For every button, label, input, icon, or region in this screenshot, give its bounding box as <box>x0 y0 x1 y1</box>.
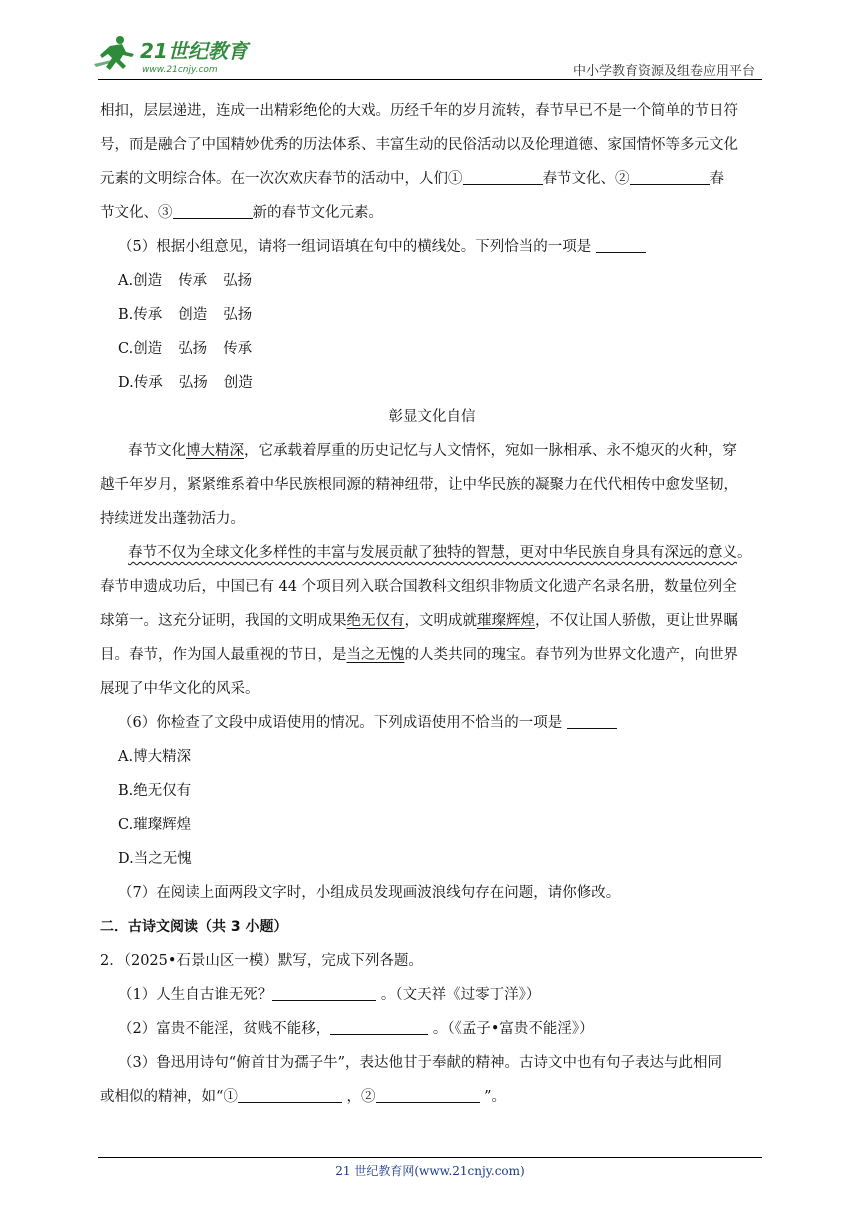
q6-option-a[interactable]: A.博大精深 <box>118 749 192 765</box>
q5-option-a[interactable]: A.创造 传承 弘扬 <box>118 273 253 289</box>
footer-divider <box>98 1157 762 1158</box>
passage1-line: 相扣，层层递进，连成一出精彩绝伦的大戏。历经千年的岁月流转，春节早已不是一个简单的节日符 <box>100 103 738 119</box>
passage2-paragraph2: 春节不仅为全球文化多样性的丰富与发展贡献了独特的智慧，更对中华民族自身具有深远的意义。 <box>128 545 752 561</box>
header-divider <box>98 79 762 80</box>
answer-blank-1[interactable] <box>463 169 543 185</box>
answer-blank-3[interactable] <box>173 203 253 219</box>
q2-sub2: （2）富贵不能淫，贫贱不能移， 。（《孟子•富贵不能淫》） <box>118 1021 594 1037</box>
passage1-line: 号，而是融合了中国精妙优秀的历法体系、丰富生动的民俗活动以及伦理道德、家国情怀等多元文化 <box>100 137 738 153</box>
q2-sub3-line2: 或相似的精神，如“① ，② ”。 <box>100 1089 507 1105</box>
platform-name: 中小学教育资源及组卷应用平台 <box>572 64 755 79</box>
question-5-stem: （5）根据小组意见，请将一组词语填在句中的横线处。下列恰当的一项是 <box>100 230 764 264</box>
q6-answer-blank[interactable] <box>567 713 617 729</box>
idiom-underlined: 璀璨辉煌 <box>477 613 535 629</box>
idiom-underlined: 当之无愧 <box>346 647 405 663</box>
site-logo <box>92 34 262 76</box>
q2-sub2-blank[interactable] <box>330 1019 428 1035</box>
passage2-title: 彰显文化自信 <box>388 409 476 425</box>
q6-option-d[interactable]: D.当之无愧 <box>118 851 192 867</box>
q6-option-c[interactable]: C.璀璨辉煌 <box>118 817 192 833</box>
passage2-line: 春节申遗成功后，中国已有 44 个项目列入联合国教科文组织非物质文化遗产名录名册，数量位列全 <box>100 579 737 595</box>
question-2-stem: 2．（2025•石景山区一模）默写，完成下列各题。 <box>100 953 423 969</box>
passage2-line: 持续迸发出蓬勃活力。 <box>100 511 245 527</box>
idiom-underlined: 博大精深 <box>186 443 244 459</box>
q5-answer-blank[interactable] <box>596 237 646 253</box>
wavy-underlined-sentence: 春节不仅为全球文化多样性的丰富与发展贡献了独特的智慧，更对中华民族自身具有深远的意义 <box>128 545 737 561</box>
question-7-stem: （7）在阅读上面两段文字时，小组成员发现画波浪线句存在问题，请你修改。 <box>118 885 621 901</box>
passage2-paragraph1: 春节文化博大精深，它承载着厚重的历史记忆与人文情怀，宛如一脉相承、永不熄灭的火种，穿 <box>128 443 737 459</box>
answer-blank-2[interactable] <box>630 169 710 185</box>
question-6-stem: （6）你检查了文段中成语使用的情况。下列成语使用不恰当的一项是 <box>100 706 764 740</box>
passage2-line: 越千年岁月，紧紧维系着中华民族根同源的精神纽带，让中华民族的凝聚力在代代相传中愈发坚韧， <box>100 477 738 493</box>
q2-sub1-blank[interactable] <box>272 985 376 1001</box>
q2-sub1: （1）人生自古谁无死？ 。（文天祥《过零丁洋》） <box>118 987 541 1003</box>
passage1-line: 节文化、③ 新的春节文化元素。 <box>100 205 383 221</box>
q2-sub3: （3）鲁迅用诗句“俯首甘为孺子牛”，表达他甘于奉献的精神。古诗文中也有句子表达与此相同 <box>118 1055 723 1071</box>
passage2-line: 目。春节，作为国人最重视的节日，是当之无愧的人类共同的瑰宝。春节列为世界文化遗产，向世界 <box>100 647 738 663</box>
page-header <box>0 0 860 80</box>
document-body <box>100 94 764 1114</box>
q5-option-d[interactable]: D.传承 弘扬 创造 <box>118 375 253 391</box>
idiom-underlined: 绝无仅有 <box>346 613 405 629</box>
svg-text:www.21cnjy.com: www.21cnjy.com <box>142 65 218 75</box>
q2-sub3-blank-1[interactable] <box>238 1087 342 1103</box>
passage2-line: 球第一。这充分证明，我国的文明成果绝无仅有，文明成就璀璨辉煌，不仅让国人骄傲，更让世界瞩 <box>100 613 738 629</box>
q5-option-b[interactable]: B.传承 创造 弘扬 <box>118 307 253 323</box>
page-footer: 21 世纪教育网(www.21cnjy.com) <box>335 1164 525 1178</box>
q6-option-b[interactable]: B.绝无仅有 <box>118 783 192 799</box>
passage1-line: 元素的文明综合体。在一次次欢庆春节的活动中，人们① 春节文化、② 春 <box>100 171 724 187</box>
q5-option-c[interactable]: C.创造 弘扬 传承 <box>118 341 253 357</box>
q2-sub3-blank-2[interactable] <box>376 1087 480 1103</box>
passage2-line: 展现了中华文化的风采。 <box>100 681 260 697</box>
section-heading: 二．古诗文阅读（共 3 小题） <box>100 919 288 935</box>
svg-text:21世纪教育: 21世纪教育 <box>140 39 248 63</box>
